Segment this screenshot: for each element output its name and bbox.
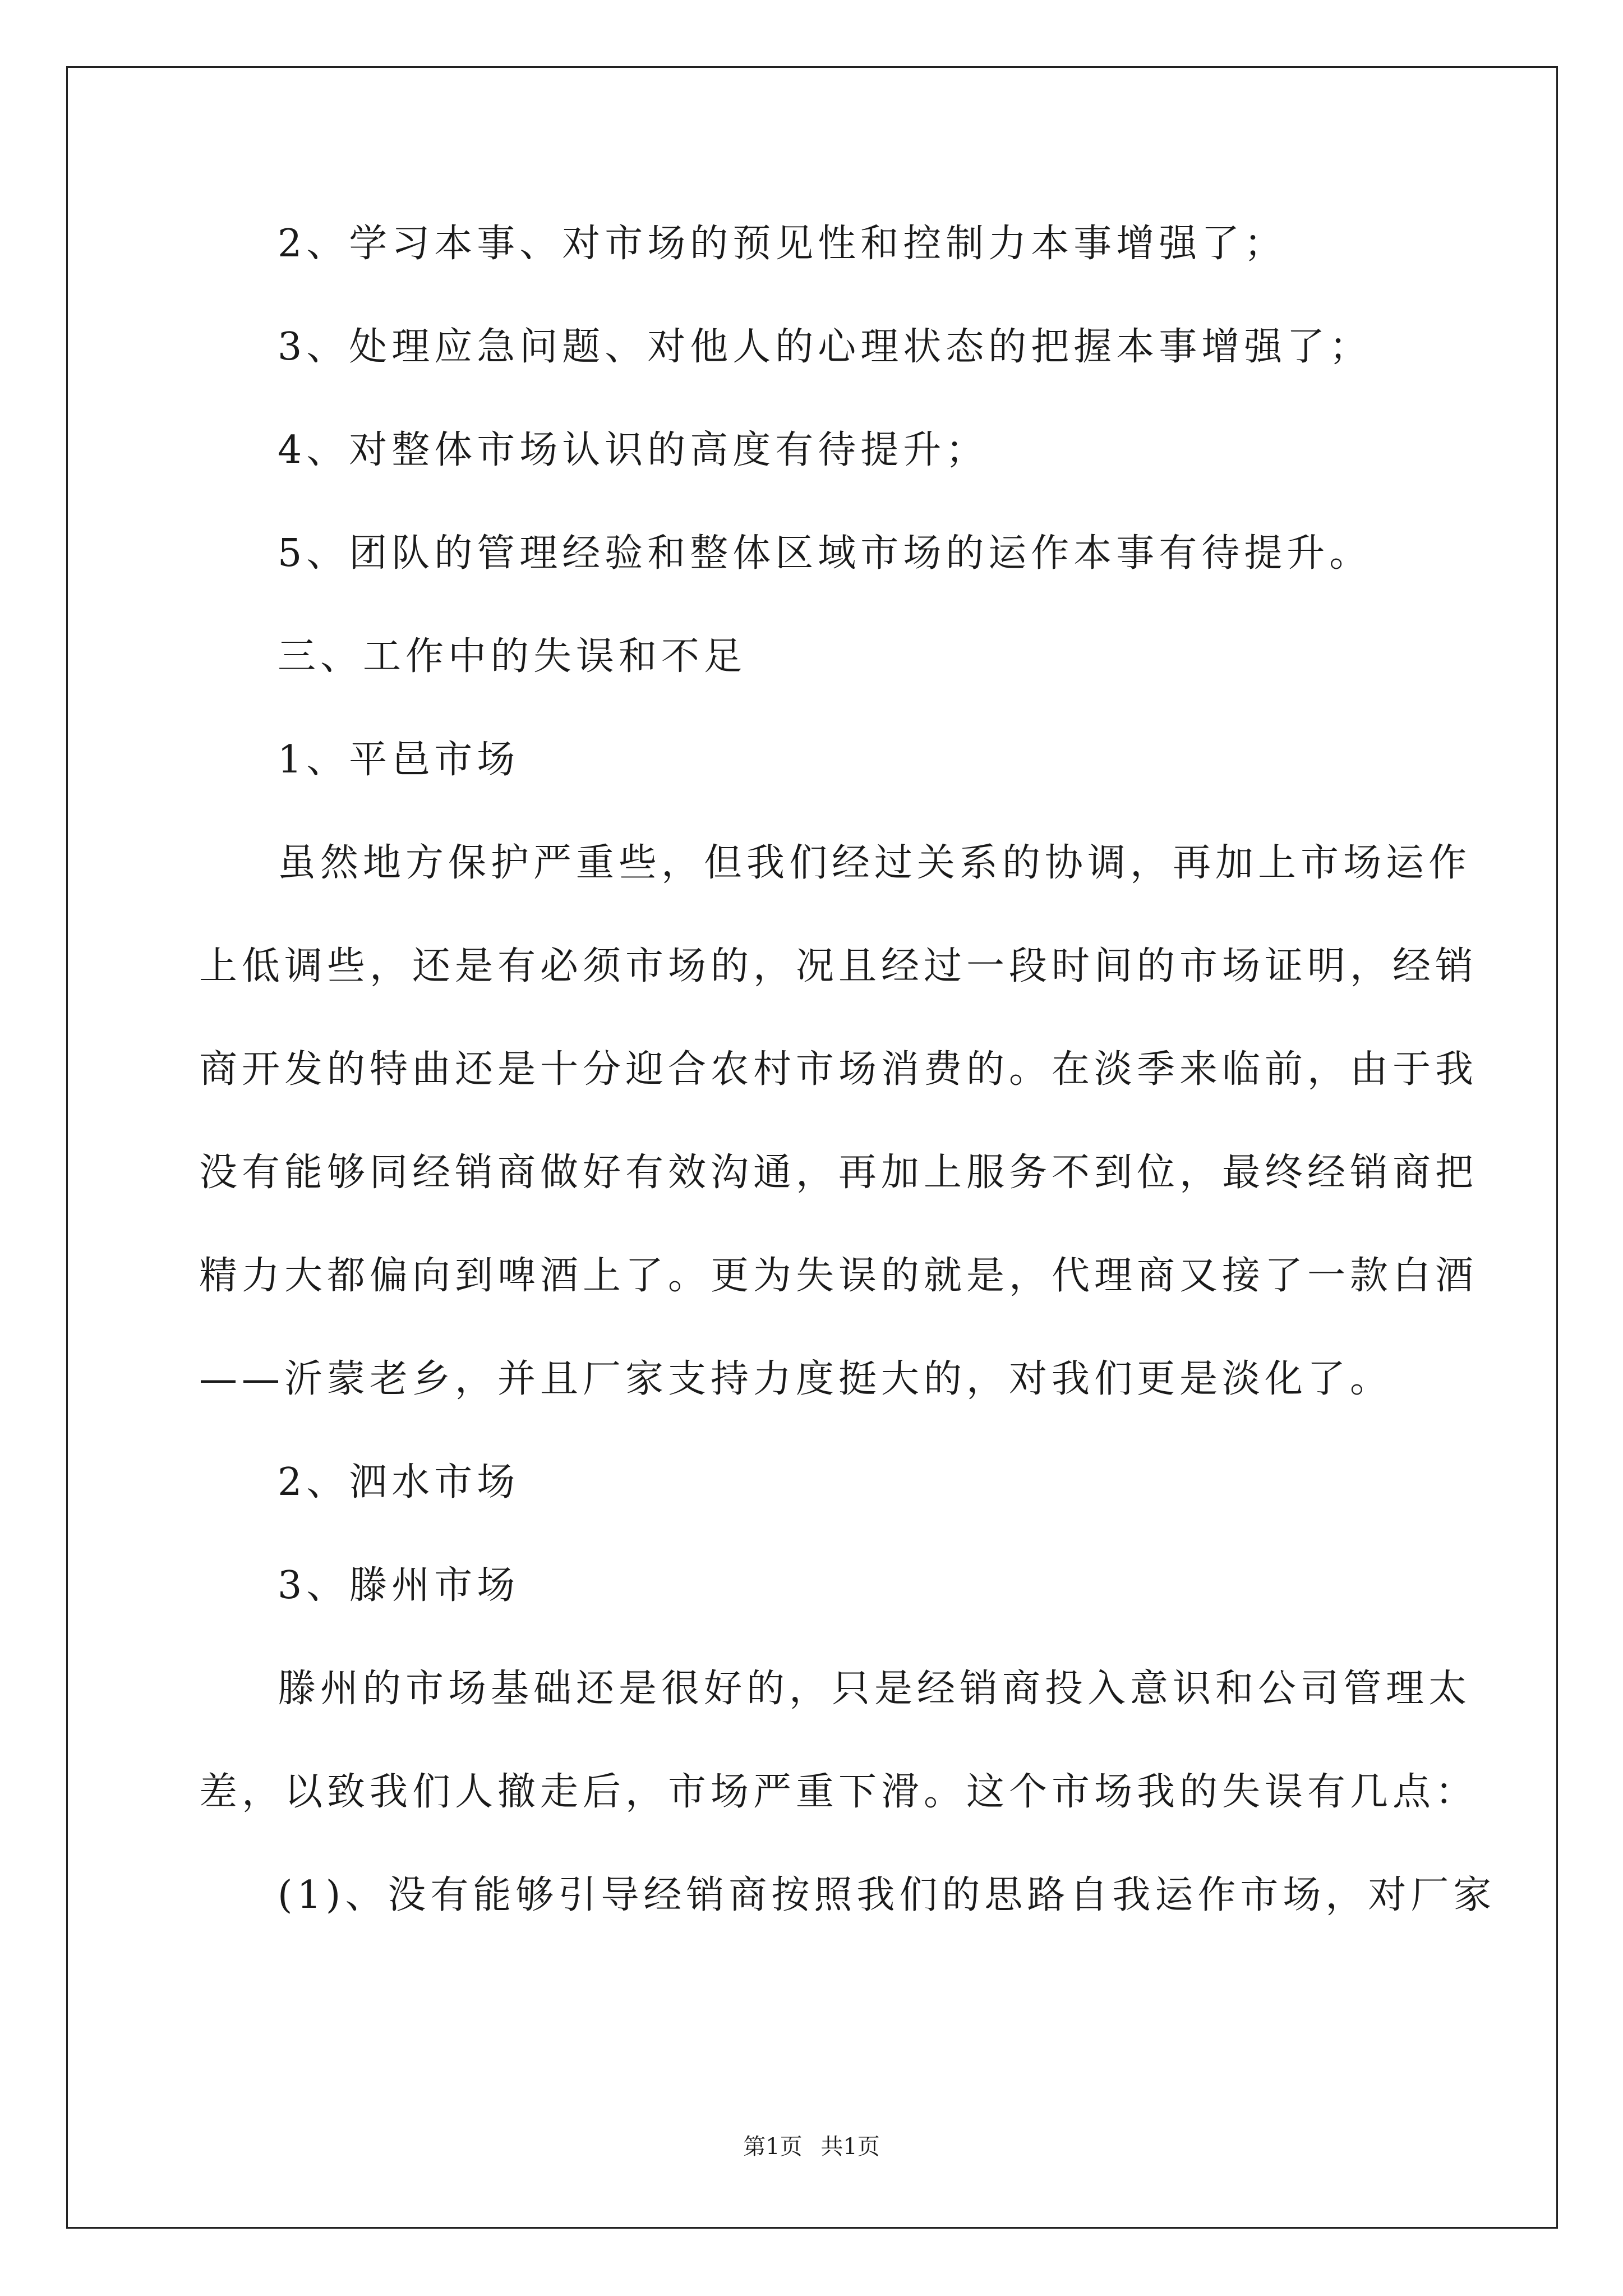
paragraph-line: (1)、没有能够引导经销商按照我们的思路自我运作市场，对厂家 [278,1873,1496,1917]
paragraph-line: 商开发的特曲还是十分迎合农村市场消费的。在淡季来临前，由于我 [199,1047,1478,1092]
page-number: 第1页 [743,2134,803,2160]
paragraph-line: 滕州的市场基础还是很好的，只是经销商投入意识和公司管理太 [278,1667,1472,1711]
paragraph-line: 差，以致我们人撤走后，市场严重下滑。这个市场我的失误有几点： [199,1770,1478,1814]
text-line-3: 4、对整体市场认识的高度有待提升； [278,428,989,472]
section-heading: 三、工作中的失误和不足 [278,634,747,679]
paragraph-line: 精力大都偏向到啤酒上了。更为失误的就是，代理商又接了一款白酒 [199,1254,1478,1298]
page-footer [0,2133,1623,2161]
paragraph-line: 上低调些，还是有必须市场的，况且经过一段时间的市场证明，经销 [199,944,1478,988]
subheading-tengzhou: 3、滕州市场 [278,1563,520,1608]
subheading-sishui: 2、泗水市场 [278,1460,520,1504]
page-total: 共1页 [820,2134,880,2160]
paragraph-line: 虽然地方保护严重些，但我们经过关系的协调，再加上市场运作 [278,841,1472,885]
text-line-1: 2、学习本事、对市场的预见性和控制力本事增强了； [278,222,1287,266]
text-line-4: 5、团队的管理经验和整体区域市场的运作本事有待提升。 [278,531,1372,576]
subheading-pingyi: 1、平邑市场 [278,738,520,782]
text-line-2: 3、处理应急问题、对他人的心理状态的把握本事增强了； [278,325,1372,369]
paragraph-line: ——沂蒙老乡，并且厂家支持力度挺大的，对我们更是淡化了。 [199,1357,1393,1401]
paragraph-line: 没有能够同经销商做好有效沟通，再加上服务不到位，最终经销商把 [199,1151,1478,1195]
